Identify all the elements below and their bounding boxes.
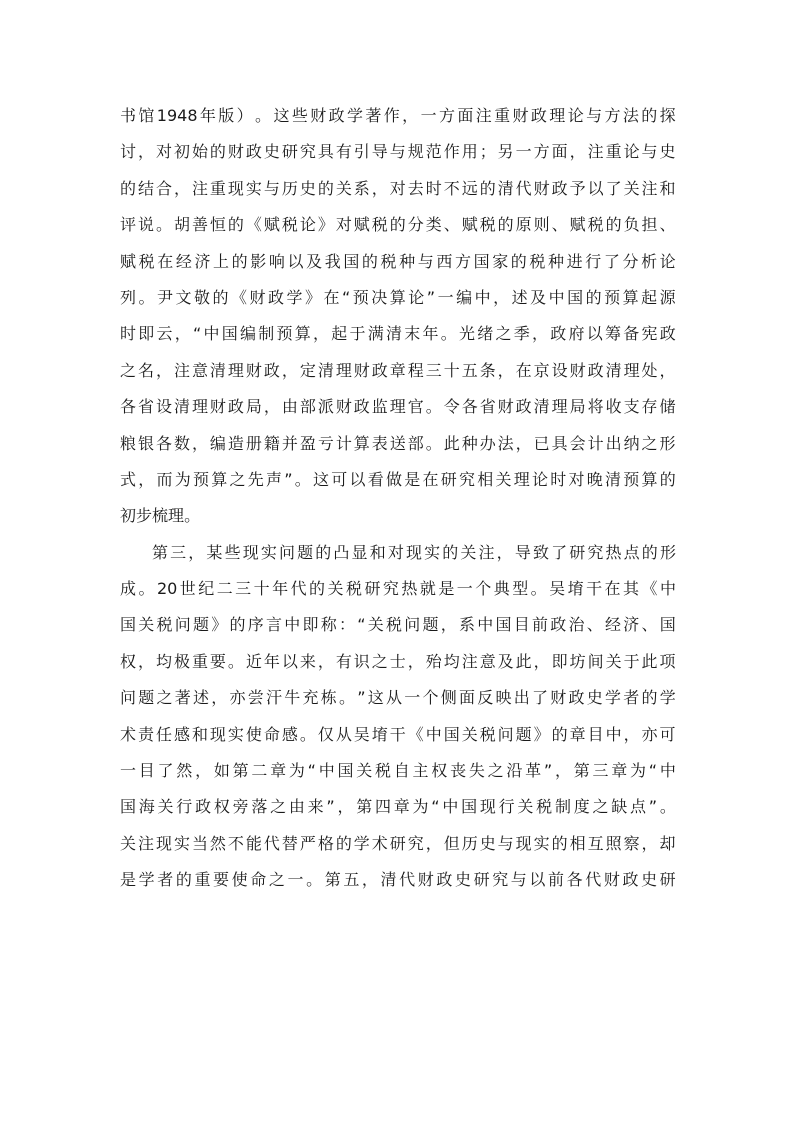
text-line: 粮 银 各 数 ， 编 造 册 籍 并 盈 亏 计 算 表 送 部 。 此 种 办 法 ， 已 具 会 计 出 纳 之 形	[120, 433, 676, 453]
text-line: 关 注 现 实 当 然 不 能 代 替 严 格 的 学 术 研 究 ， 但 历 史 与 现 实 的 相 互 照 察 ， 却	[120, 833, 676, 853]
text-line: 一 目 了 然 ， 如 第 二 章 为 “ 中 国 关 税 自 主 权 丧 失 之 沿 革 ” ， 第 三 章 为 “ 中	[120, 761, 676, 781]
text-line: 各 省 设 清 理 财 政 局 ， 由 部 派 财 政 监 理 官 。 令 各 省 财 政 清 理 局 将 收 支 存 储	[120, 397, 676, 417]
text-line: 时 即 云 ， “ 中 国 编 制 预 算 ， 起 于 满 清 末 年 。 光 绪 之 季 ， 政 府 以 筹 备 宪 政	[120, 324, 676, 344]
body-text	[120, 98, 676, 899]
text-line: 国 关 税 问 题 》 的 序 言 中 即 称 ： “ 关 税 问 题 ， 系 中 国 目 前 政 治 、 经 济 、 国	[120, 615, 676, 635]
text-line: 书 馆 1948 年 版 ） 。 这 些 财 政 学 著 作 ， 一 方 面 注 重 财 政 理 论 与 方 法 的 探	[120, 106, 676, 125]
text-line: 之 名 ， 注 意 清 理 财 政 ， 定 清 理 财 政 章 程 三 十 五 条 ， 在 京 设 财 政 清 理 处 ，	[120, 360, 676, 380]
text-line: 术 责 任 感 和 现 实 使 命 感 。 仅 从 吴 堉 干 《 中 国 关 税 问 题 》 的 章 目 中 ， 亦 可	[120, 724, 676, 744]
text-line: 第 三 ， 某 些 现 实 问 题 的 凸 显 和 对 现 实 的 关 注 ， 导 致 了 研 究 热 点 的 形	[152, 542, 676, 562]
text-line: 权 ， 均 极 重 要 。 近 年 以 来 ， 有 识 之 士 ， 殆 均 注 意 及 此 ， 即 坊 间 关 于 此 项	[120, 651, 676, 671]
text-line: 成 。 20 世 纪 二 三 十 年 代 的 关 税 研 究 热 就 是 一 个 典 型 。 吴 堉 干 在 其 《 中	[120, 579, 676, 599]
text-line: 赋 税 在 经 济 上 的 影 响 以 及 我 国 的 税 种 与 西 方 国 家 的 税 种 进 行 了 分 析 论	[120, 251, 676, 271]
text-line: 是 学 者 的 重 要 使 命 之 一 。 第 五 ， 清 代 财 政 史 研 究 与 以 前 各 代 财 政 史 研	[120, 870, 676, 890]
text-line: 的 结 合 ， 注 重 现 实 与 历 史 的 关 系 ， 对 去 时 不 远 的 清 代 财 政 予 以 了 关 注 和	[120, 178, 676, 198]
text-line: 评 说 。 胡 善 恒 的 《 赋 税 论 》 对 赋 税 的 分 类 、 赋 税 的 原 则 、 赋 税 的 负 担 、	[120, 215, 676, 235]
text-line: 问 题 之 著 述 ， 亦 尝 汗 牛 充 栋 。 ” 这 从 一 个 侧 面 反 映 出 了 财 政 史 学 者 的 学	[120, 688, 676, 708]
text-line: 列 。 尹 文 敬 的 《 财 政 学 》 在 “ 预 决 算 论 ” 一 编 中 ， 述 及 中 国 的 预 算 起 源	[120, 287, 676, 307]
text-line: 式 ， 而 为 预 算 之 先 声 ” 。 这 可 以 看 做 是 在 研 究 相 关 理 论 时 对 晚 清 预 算 的	[120, 469, 676, 489]
text-line: 初 步 梳 理 。	[120, 506, 201, 526]
text-line: 讨 ， 对 初 始 的 财 政 史 研 究 具 有 引 导 与 规 范 作 用 ； 另 一 方 面 ， 注 重 论 与 史	[120, 142, 676, 162]
text-line: 国 海 关 行 政 权 旁 落 之 由 来 ” ， 第 四 章 为 “ 中 国 现 行 关 税 制 度 之 缺 点 ” 。	[120, 797, 676, 817]
